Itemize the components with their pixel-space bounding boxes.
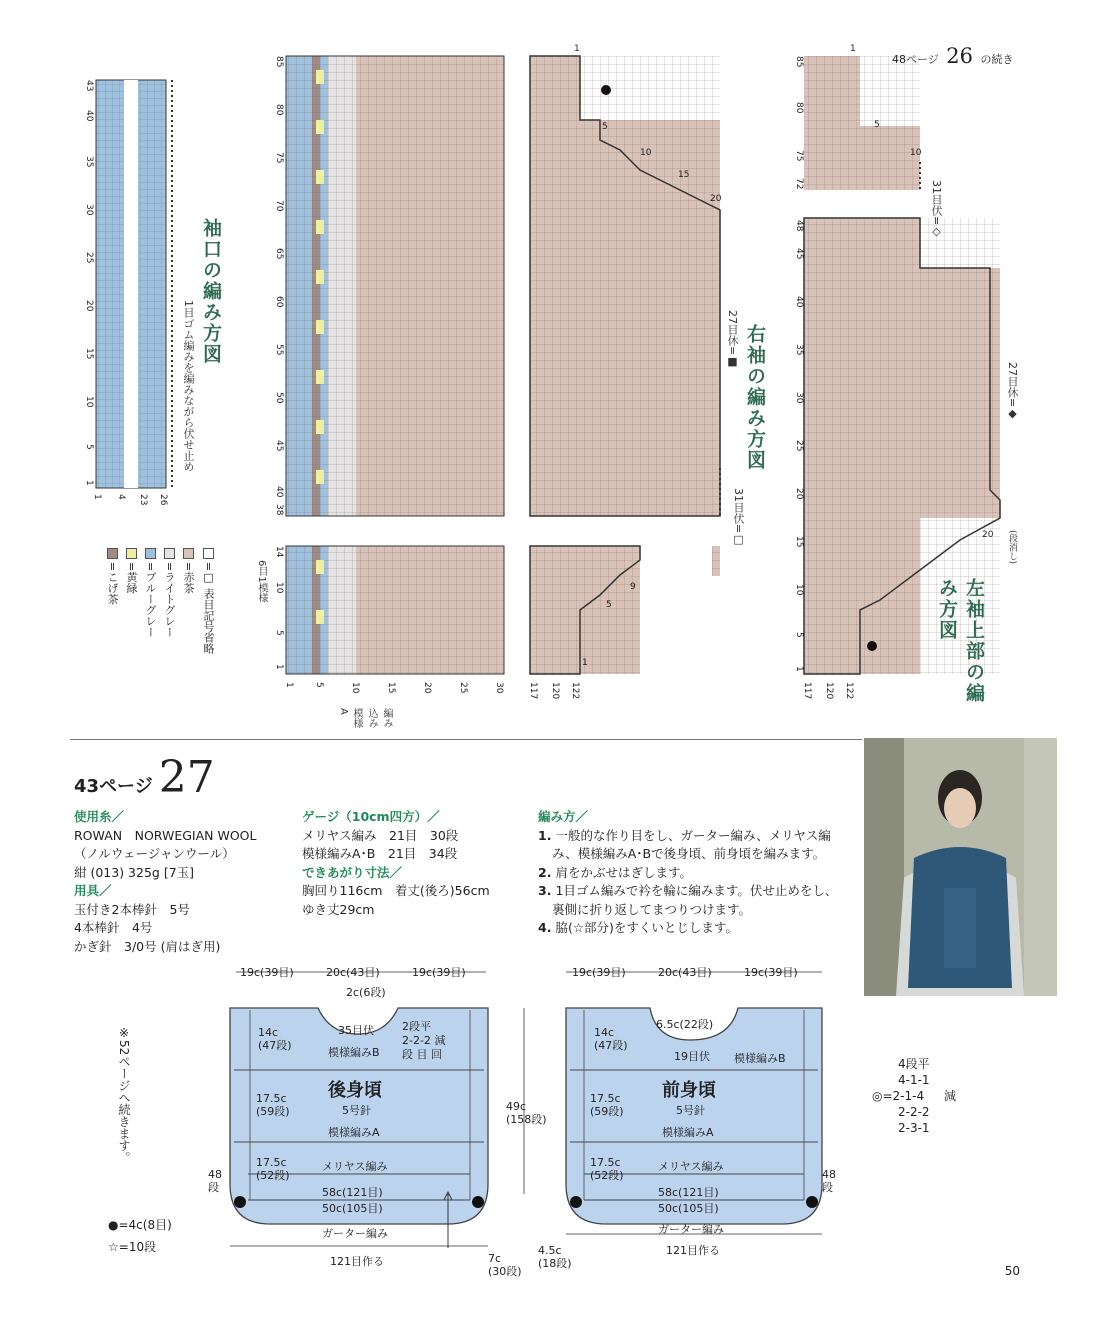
- method-step: 3. 1目ゴム編みで衿を輪に編みます。伏せ止めをし、裏側に折り返してまつりつけます。: [538, 883, 838, 917]
- right-sleeve-title: 右袖の編み方図: [744, 324, 766, 471]
- continue-note: ※52ページへ続きます。: [117, 1026, 131, 1164]
- right-rest-note: 27目休=■: [726, 310, 739, 369]
- article-number: 27: [158, 752, 215, 803]
- yarn-heading: 使用糸／: [74, 809, 125, 824]
- repeat-note: 6目1模様: [256, 560, 267, 603]
- garment-diagram: 19c(39目) 20c(43目) 19c(39目) 2c(6段) 35目伏 2段平 2-2-2 減 段 目 回 14c (47段) 模様編みB 後身頃 5号針 17.5c (59段) 模様編みA 17.5c (52段) メリヤス編み 58c(121目) 50c(105目) ガーター編み 121目作る 48 段 49c (158段) 7c (30段) 19c(39目) 20c(43目) 19c(39目) 6.5c(22段) 19目伏 模様編みB 14c (47段) 前身頃 5号針 17.5c (59段) 模様編みA 17.5c (52段) メリヤス編み 58c(121目) 50c(105目) ガーター編み 121目作る 48 段 4.5c (18段) 4段平 4-1-1 ◎=2-1-4 減 2-2-2 2-3-1: [90, 962, 1070, 1282]
- method-column: [538, 808, 838, 938]
- front-garter: ガーター編み: [658, 1223, 724, 1236]
- front-left-175a: 17.5c (59段): [590, 1092, 624, 1118]
- left-sleeve-col-labels: 117 120 122: [802, 682, 854, 700]
- front-neck-bind: 19目伏: [674, 1050, 710, 1063]
- page-reference: 43ページ: [74, 776, 153, 797]
- dot-note: ●=4c(8目): [108, 1218, 172, 1232]
- page-number: 50: [1004, 1264, 1020, 1278]
- method-step: 1. 一般的な作り目をし、ガーター編み、メリヤス編み、模様編みA･Bで後身頃、前身頃を編みます。: [538, 827, 831, 861]
- cuff-chart-title: 袖口の編み方図: [200, 218, 222, 365]
- front-left-14: 14c (47段): [594, 1026, 628, 1052]
- back-cast-on: 121目作る: [330, 1255, 384, 1268]
- left-sleeve-step-labels-bottom: 20: [982, 530, 994, 540]
- legend-swatch: [203, 548, 214, 559]
- color-legend: [104, 548, 224, 658]
- legend-swatch: [126, 548, 137, 559]
- left-rest-note: 27目休=◆: [1006, 362, 1019, 421]
- gauge-column: [302, 808, 532, 919]
- front-stockinette: メリヤス編み: [658, 1160, 724, 1173]
- legend-swatch: [145, 548, 156, 559]
- right-sleeve-chart-bottom: [286, 546, 720, 674]
- sleeve-col-labels-right: 117 120 122: [528, 682, 580, 700]
- front-bottom45: 4.5c (18段): [538, 1244, 572, 1270]
- materials-column: [74, 808, 294, 956]
- left-sleeve-title: 左袖上部の編み方図: [936, 578, 985, 704]
- front-cast-on: 121目作る: [666, 1244, 720, 1257]
- size-line-1: 胸回り116cm 着丈(後ろ)56cm: [302, 883, 490, 898]
- gauge-line-1: メリヤス編み 21目 30段: [302, 827, 459, 843]
- cuff-chart-note: 1目ゴム編みを編みながら伏せ止め: [182, 300, 195, 472]
- back-title: 後身頃: [328, 1080, 382, 1101]
- tools-line-3: かぎ針 3/0号 (肩はぎ用): [74, 938, 221, 954]
- legend-item-4: =ブルーグレー: [142, 548, 158, 637]
- left-sleeve-step-labels: 1 5 10: [850, 44, 922, 158]
- right-sleeve-step-labels: 1 5 10 15 20: [574, 44, 722, 204]
- sleeve-row-labels: 85 80 75 70 65 60 55 50 45 40 38: [274, 56, 284, 516]
- left-sleeve-row-labels: 85 80 75 72 48 45 40 35 30 25 20 15 10 5 1: [794, 56, 804, 672]
- method-heading: 編み方／: [538, 809, 589, 824]
- method-step: 2. 肩をかぶせはぎします。: [538, 864, 692, 880]
- continued-header: 48ページ 26 の続き: [892, 44, 1014, 68]
- yarn-line-3: 紺 (013) 325g [7玉]: [74, 864, 195, 880]
- legend-item-5: =黄緑: [123, 548, 139, 593]
- front-w58: 58c(121目): [658, 1186, 719, 1199]
- front-neck-width: 6.5c(22段): [656, 1018, 714, 1031]
- tools-heading: 用具／: [74, 883, 112, 898]
- back-w58: 58c(121目): [322, 1186, 383, 1199]
- yarn-line-2: （ノルウェージャンウール）: [74, 846, 235, 861]
- method-steps: [538, 827, 838, 938]
- front-title: 前身頃: [662, 1080, 716, 1101]
- back-w50: 50c(105目): [322, 1202, 383, 1215]
- legend-swatch: [183, 548, 194, 559]
- yarn-line-1: ROWAN NORWEGIAN WOOL: [74, 827, 257, 843]
- front-dec-table: 4段平 4-1-1 ◎=2-1-4 減 2-2-2 2-3-1: [872, 1057, 956, 1135]
- legend-item-3: =ライトグレー: [161, 548, 177, 637]
- legend-swatch: [107, 548, 118, 559]
- legend-item-2: =赤茶: [180, 548, 196, 593]
- back-pattern-a: 模様編みA: [328, 1126, 380, 1139]
- article-header: [74, 752, 215, 803]
- right-sleeve-bottom-steps: 9 5 1: [582, 582, 636, 668]
- sleeve-col-labels: 1 5 10 15 20 25 30: [284, 682, 504, 694]
- right-bind-note: 31目伏=□: [732, 488, 745, 547]
- front-needle: 5号針: [676, 1104, 705, 1117]
- cuff-chart: [96, 80, 172, 488]
- legend-item-6: =こげ茶: [104, 548, 120, 604]
- legend-item-1: =□ 表目記号省略: [200, 548, 216, 654]
- back-center-height: 49c (158段): [506, 1100, 547, 1126]
- back-neck-width: 2c(6段): [346, 986, 386, 999]
- back-dec-table: 2段平 2-2-2 減 段 目 回: [402, 1020, 446, 1061]
- sleeve-row-labels-bottom: 14 10 5 1: [274, 546, 284, 670]
- tools-line-2: 4本棒針 4号: [74, 920, 153, 935]
- size-heading: できあがり寸法／: [302, 864, 403, 880]
- section-divider: [70, 739, 862, 740]
- cuff-col-labels: 1 4 23 26: [92, 494, 168, 506]
- back-neck-bind: 35目伏: [338, 1024, 374, 1037]
- cuff-row-labels: 43 40 35 30 25 20 15 10 5 1: [84, 80, 94, 486]
- front-pattern-a: 模様編みA: [662, 1126, 714, 1139]
- front-side48: 48 段: [822, 1168, 836, 1194]
- left-note: (段消し): [1007, 530, 1017, 565]
- front-pattern-b: 模様編みB: [734, 1052, 786, 1065]
- back-left-175b: 17.5c (52段): [256, 1156, 290, 1182]
- gauge-heading: ゲージ（10cm四方）／: [302, 809, 440, 824]
- back-stockinette: メリヤス編み: [322, 1160, 388, 1173]
- legend-swatch: [164, 548, 175, 559]
- dot-marker-2: [867, 641, 877, 651]
- method-step: 4. 脇(☆部分)をすくいとじします。: [538, 920, 738, 935]
- front-w50: 50c(105目): [658, 1202, 719, 1215]
- back-garter: ガーター編み: [322, 1227, 388, 1240]
- model-photo: [864, 738, 1057, 996]
- left-bind-note: 31目伏=◇: [930, 180, 943, 239]
- back-left-175a: 17.5c (59段): [256, 1092, 290, 1118]
- back-side48: 48 段: [208, 1168, 222, 1194]
- back-left-14: 14c (47段): [258, 1026, 292, 1052]
- size-line-2: ゆき丈29cm: [302, 901, 375, 917]
- tools-line-1: 玉付き2本棒針 5号: [74, 901, 190, 917]
- model-illustration: [864, 738, 1057, 996]
- back-pattern-b: 模様編みB: [328, 1046, 380, 1059]
- back-needle: 5号針: [342, 1104, 371, 1117]
- front-left-175b: 17.5c (52段): [590, 1156, 624, 1182]
- pattern-a-note: 編み込み模様A: [338, 708, 392, 728]
- back-bottom7: 7c (30段): [488, 1252, 522, 1278]
- gauge-line-2: 模様編みA･B 21目 34段: [302, 846, 458, 861]
- star-note: ☆=10段: [108, 1240, 157, 1254]
